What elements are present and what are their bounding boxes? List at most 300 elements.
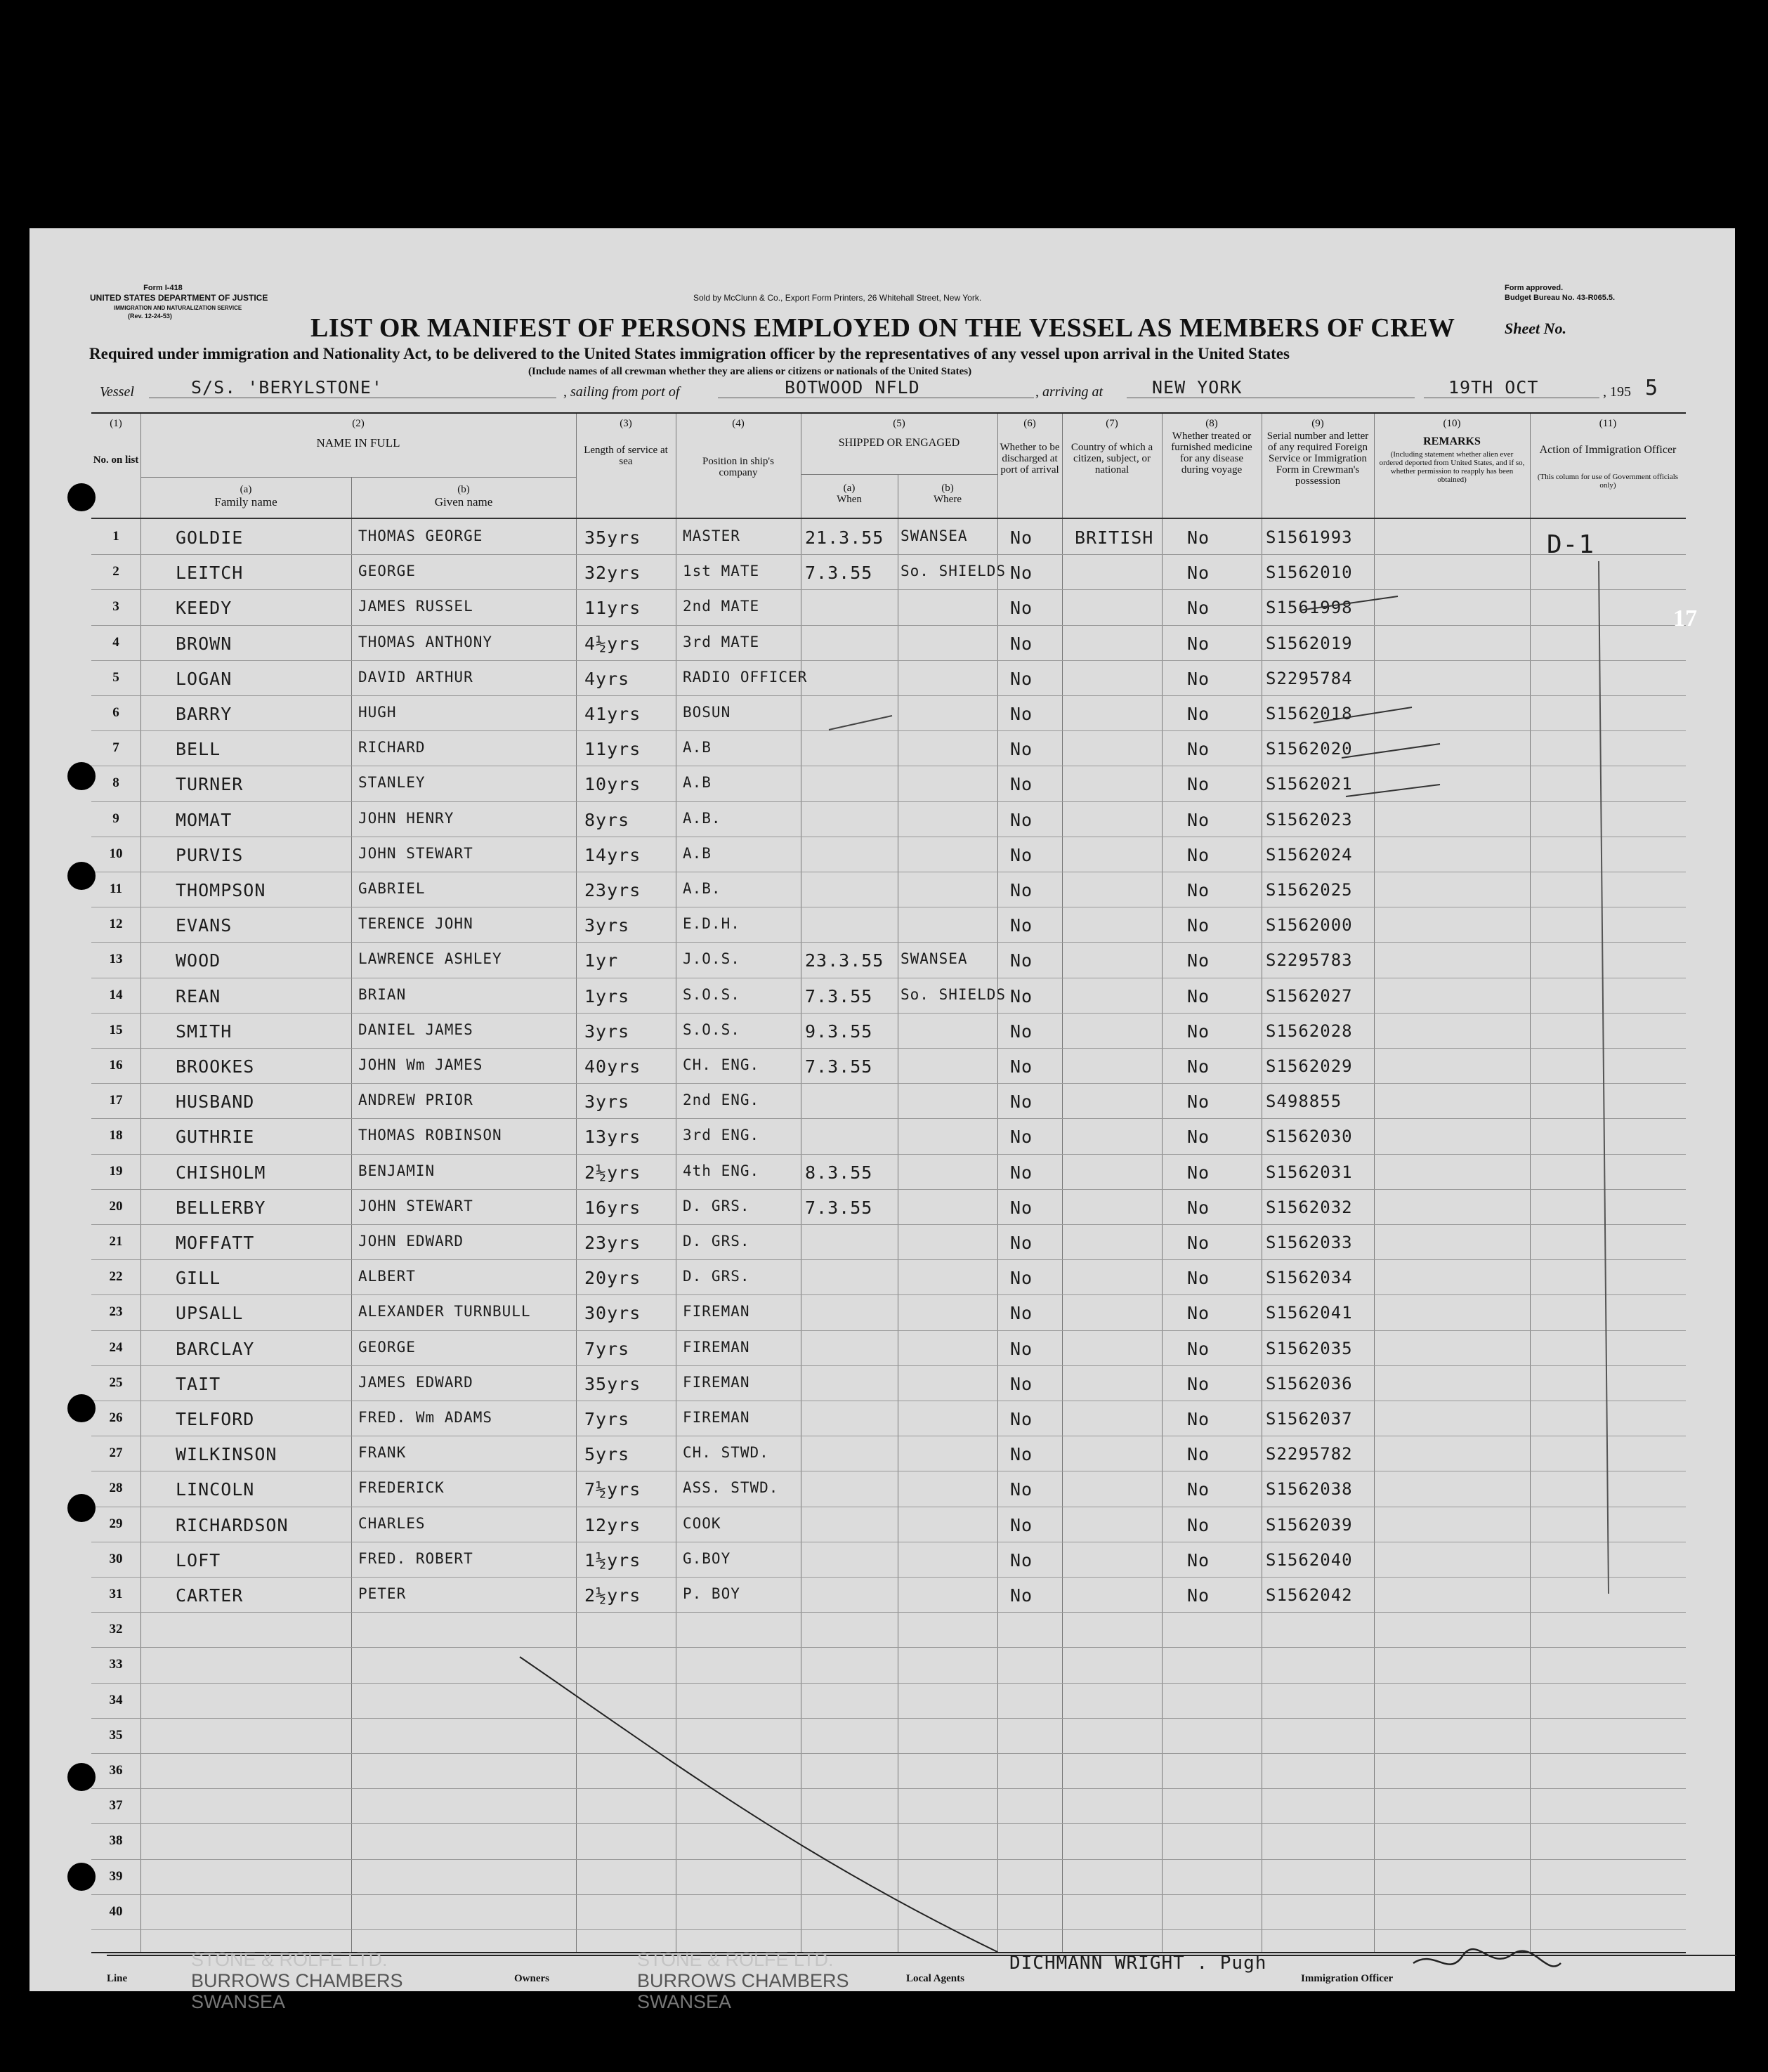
crew-service-length: 35yrs <box>584 527 641 548</box>
crew-family-name: LINCOLN <box>176 1479 255 1500</box>
crew-service-length: 1½yrs <box>584 1549 641 1571</box>
crew-serial: S1562033 <box>1266 1233 1353 1252</box>
crew-discharge: No <box>1010 1444 1033 1465</box>
row-number: 37 <box>109 1798 123 1814</box>
crew-serial: S1562038 <box>1266 1479 1353 1500</box>
crew-family-name: WOOD <box>176 950 221 971</box>
crew-treated: No <box>1187 880 1210 900</box>
col-3-number: (3) <box>620 418 632 429</box>
crew-serial: S2295783 <box>1266 950 1353 971</box>
crew-service-length: 7yrs <box>584 1338 630 1359</box>
crew-position: 3rd MATE <box>683 633 760 650</box>
crew-service-length: 4½yrs <box>584 633 641 654</box>
crew-given-name: JOHN Wm JAMES <box>358 1056 483 1073</box>
form-note: (Include names of all crewman whether they are aliens or citizens or nationals of the United States) <box>528 366 972 377</box>
row-number: 26 <box>109 1410 123 1425</box>
crew-discharge: No <box>1010 739 1033 760</box>
punch-hole <box>67 1494 96 1522</box>
crew-family-name: TURNER <box>176 774 244 795</box>
row-number: 2 <box>112 564 119 579</box>
crew-serial: S1562031 <box>1266 1162 1353 1182</box>
crew-given-name: FREDERICK <box>358 1479 445 1497</box>
crew-given-name: FRANK <box>358 1444 407 1462</box>
crew-serial: S1562030 <box>1266 1127 1353 1147</box>
crew-serial: S1562034 <box>1266 1268 1353 1288</box>
crew-serial: S1562019 <box>1266 633 1353 653</box>
col-5b-number: (b) <box>941 483 954 494</box>
owners-stamp-company: STONE & ROLFE LTD. <box>637 1949 834 1970</box>
crew-service-length: 8yrs <box>584 809 630 830</box>
crew-position: D. GRS. <box>683 1268 750 1285</box>
crew-service-length: 14yrs <box>584 844 641 865</box>
crew-given-name: ALBERT <box>358 1268 416 1285</box>
row-number: 28 <box>109 1481 123 1496</box>
row-number: 40 <box>109 1903 123 1919</box>
crew-service-length: 10yrs <box>584 774 641 795</box>
col-5a-number: (a) <box>843 483 856 494</box>
crew-position: A.B <box>683 774 712 792</box>
crew-service-length: 4yrs <box>584 668 630 689</box>
col-2a-label: Family name <box>214 495 277 509</box>
crew-shipped-where: SWANSEA <box>901 950 968 968</box>
year-suffix: 5 <box>1645 376 1659 400</box>
col-5-number: (5) <box>893 418 905 429</box>
row-number: 19 <box>109 1163 123 1179</box>
crew-position: ASS. STWD. <box>683 1479 779 1497</box>
crew-service-length: 23yrs <box>584 1233 641 1253</box>
crew-shipped-when: 8.3.55 <box>805 1162 873 1183</box>
crew-family-name: THOMPSON <box>176 880 266 900</box>
col-5-label: SHIPPED OR ENGAGED <box>838 437 960 449</box>
punch-hole <box>67 1763 96 1791</box>
row-number: 10 <box>109 846 123 861</box>
crew-discharge: No <box>1010 563 1033 584</box>
row-number: 11 <box>110 881 122 896</box>
owners-stamp-address: BURROWS CHAMBERS <box>637 1970 849 1991</box>
crew-given-name: FRED. ROBERT <box>358 1549 473 1567</box>
punch-hole <box>67 1863 96 1891</box>
punch-hole <box>67 862 96 890</box>
row-number: 5 <box>112 669 119 685</box>
crew-treated: No <box>1187 704 1210 724</box>
crew-family-name: REAN <box>176 985 221 1007</box>
crew-given-name: JOHN STEWART <box>358 1197 473 1214</box>
sailing-label: , sailing from port of <box>563 384 680 400</box>
crew-given-name: PETER <box>358 1585 407 1602</box>
crew-family-name: LEITCH <box>176 563 244 584</box>
crew-family-name: BELLERBY <box>176 1197 266 1218</box>
crew-treated: No <box>1187 633 1210 654</box>
margin-count: 17 <box>1673 605 1697 631</box>
crew-service-length: 41yrs <box>584 704 641 724</box>
arriving-label: , arriving at <box>1035 384 1104 400</box>
agents-label: Local Agents <box>906 1973 964 1984</box>
crew-given-name: JAMES RUSSEL <box>358 598 473 615</box>
col-2-number: (2) <box>352 418 365 429</box>
crew-treated: No <box>1187 844 1210 865</box>
crew-service-length: 12yrs <box>584 1514 641 1535</box>
crew-position: RADIO OFFICER <box>683 668 808 686</box>
crew-discharge: No <box>1010 1303 1033 1324</box>
crew-discharge: No <box>1010 1091 1033 1113</box>
crew-serial: S2295784 <box>1266 668 1353 688</box>
col-8-number: (8) <box>1205 418 1218 429</box>
crew-treated: No <box>1187 1091 1210 1113</box>
crew-family-name: BELL <box>176 739 221 760</box>
crew-discharge: No <box>1010 1373 1033 1394</box>
punch-hole <box>67 1394 96 1422</box>
crew-shipped-when: 9.3.55 <box>805 1021 873 1042</box>
crew-discharge: No <box>1010 950 1033 971</box>
crew-treated: No <box>1187 1409 1210 1429</box>
crew-treated: No <box>1187 1338 1210 1359</box>
form-title: LIST OR MANIFEST OF PERSONS EMPLOYED ON THE VESSEL AS MEMBERS OF CREW <box>310 313 1455 343</box>
crew-shipped-when: 7.3.55 <box>805 985 873 1007</box>
crew-discharge: No <box>1010 774 1033 795</box>
crew-given-name: JOHN HENRY <box>358 809 454 827</box>
crew-serial: S1562035 <box>1266 1338 1353 1358</box>
crew-treated: No <box>1187 1268 1210 1289</box>
crew-given-name: DANIEL JAMES <box>358 1021 473 1038</box>
crew-family-name: LOGAN <box>176 668 233 689</box>
crew-family-name: KEEDY <box>176 598 233 619</box>
crew-treated: No <box>1187 1479 1210 1500</box>
crew-treated: No <box>1187 1514 1210 1535</box>
crew-position: E.D.H. <box>683 915 740 933</box>
col-4-label: Position in ship's company <box>702 456 774 478</box>
crew-given-name: BRIAN <box>358 985 407 1003</box>
crew-given-name: RICHARD <box>358 739 426 756</box>
crew-shipped-where: So. SHIELDS <box>901 985 1007 1003</box>
crew-family-name: GOLDIE <box>176 527 244 548</box>
row-number: 6 <box>112 705 119 720</box>
crew-position: 4th ENG. <box>683 1162 760 1179</box>
form-subtitle: Required under immigration and Nationality Act, to be delivered to the United States immigration officer by the representatives of any vessel upon arrival in the United States <box>89 345 1290 362</box>
crew-given-name: GABRIEL <box>358 880 426 897</box>
crew-position: J.O.S. <box>683 950 740 968</box>
crew-serial: S1562029 <box>1266 1056 1353 1076</box>
crew-serial: S1562023 <box>1266 809 1353 830</box>
crew-family-name: TAIT <box>176 1373 221 1394</box>
col-2b-number: (b) <box>457 484 470 495</box>
row-number: 14 <box>109 987 123 1002</box>
crew-position: COOK <box>683 1514 721 1532</box>
crew-position: MASTER <box>683 527 740 544</box>
crew-family-name: BROOKES <box>176 1056 255 1077</box>
crew-table <box>91 412 1686 1953</box>
crew-given-name: THOMAS ROBINSON <box>358 1127 502 1144</box>
crew-discharge: No <box>1010 598 1033 619</box>
crew-family-name: LOFT <box>176 1549 221 1571</box>
crew-given-name: FRED. Wm ADAMS <box>358 1409 493 1426</box>
crew-treated: No <box>1187 1444 1210 1465</box>
crew-service-length: 20yrs <box>584 1268 641 1289</box>
col-5b-label: Where <box>934 494 962 505</box>
line-stamp-address: BURROWS CHAMBERS <box>191 1970 403 1991</box>
crew-service-length: 32yrs <box>584 563 641 584</box>
col-1-number: (1) <box>110 418 122 429</box>
row-number: 20 <box>109 1198 123 1214</box>
crew-position: 1st MATE <box>683 563 760 580</box>
year-prefix: , 195 <box>1603 384 1631 400</box>
col-3-label: Length of service at sea <box>584 445 668 467</box>
row-number: 27 <box>109 1445 123 1461</box>
crew-discharge: No <box>1010 915 1033 936</box>
crew-discharge: No <box>1010 1514 1033 1535</box>
crew-discharge: No <box>1010 1409 1033 1429</box>
row-number: 30 <box>109 1551 123 1566</box>
crew-family-name: PURVIS <box>176 844 244 865</box>
crew-position: CH. ENG. <box>683 1056 760 1073</box>
crew-position: 2nd MATE <box>683 598 760 615</box>
owners-stamp <box>637 1949 849 2012</box>
row-number: 4 <box>112 634 119 650</box>
crew-position: S.O.S. <box>683 1021 740 1038</box>
service: IMMIGRATION AND NATURALIZATION SERVICE <box>114 305 242 311</box>
row-number: 18 <box>109 1128 123 1143</box>
col-7-label: Country of which a citizen, subject, or national <box>1070 442 1153 476</box>
crew-serial: S1562028 <box>1266 1021 1353 1041</box>
crew-serial: S1562010 <box>1266 563 1353 583</box>
row-number: 39 <box>109 1868 123 1884</box>
crew-service-length: 16yrs <box>584 1197 641 1218</box>
row-number: 21 <box>109 1234 123 1249</box>
crew-shipped-when: 23.3.55 <box>805 950 884 971</box>
line-stamp-city: SWANSEA <box>191 1991 286 2012</box>
col-2b-label: Given name <box>434 495 493 509</box>
crew-family-name: TELFORD <box>176 1409 255 1429</box>
crew-family-name: CHISHOLM <box>176 1162 266 1183</box>
crew-serial: S1562021 <box>1266 774 1353 794</box>
crew-position: 2nd ENG. <box>683 1091 760 1109</box>
crew-treated: No <box>1187 1373 1210 1394</box>
crew-given-name: GEORGE <box>358 1338 416 1356</box>
vessel-label: Vessel <box>100 384 134 400</box>
row-number: 35 <box>109 1727 123 1743</box>
row-number: 38 <box>109 1833 123 1849</box>
crew-treated: No <box>1187 1585 1210 1606</box>
department: UNITED STATES DEPARTMENT OF JUSTICE <box>90 293 268 303</box>
crew-position: A.B. <box>683 880 721 897</box>
crew-treated: No <box>1187 1197 1210 1218</box>
manifest-sheet <box>30 228 1735 2012</box>
row-number: 33 <box>109 1657 123 1672</box>
crew-discharge: No <box>1010 809 1033 830</box>
crew-position: S.O.S. <box>683 985 740 1003</box>
crew-serial: S1562037 <box>1266 1409 1353 1429</box>
crew-discharge: No <box>1010 633 1033 654</box>
crew-given-name: LAWRENCE ASHLEY <box>358 950 502 968</box>
col-9-label: Serial number and letter of any required Foreign Service or Immigration Form in Crewman's possession <box>1266 431 1369 487</box>
crew-service-length: 5yrs <box>584 1444 630 1465</box>
crew-serial: S498855 <box>1266 1091 1342 1112</box>
crew-shipped-when: 7.3.55 <box>805 563 873 584</box>
form-approval: Form approved. <box>1505 284 1564 292</box>
crew-treated: No <box>1187 985 1210 1007</box>
crew-given-name: JOHN EDWARD <box>358 1233 464 1250</box>
crew-serial: S1562025 <box>1266 880 1353 900</box>
crew-family-name: MOFFATT <box>176 1233 255 1253</box>
crew-treated: No <box>1187 1162 1210 1183</box>
row-number: 13 <box>109 952 123 967</box>
crew-position: FIREMAN <box>683 1373 750 1391</box>
crew-serial: S1562036 <box>1266 1373 1353 1394</box>
crew-given-name: TERENCE JOHN <box>358 915 473 933</box>
line-label: Line <box>107 1973 128 1984</box>
port-to: NEW YORK <box>1152 377 1243 398</box>
crew-discharge: No <box>1010 1549 1033 1571</box>
crew-family-name: GUTHRIE <box>176 1127 255 1148</box>
crew-family-name: EVANS <box>176 915 233 936</box>
crew-treated: No <box>1187 598 1210 619</box>
col-10-number: (10) <box>1443 418 1461 429</box>
crew-family-name: MOMAT <box>176 809 233 830</box>
row-number: 29 <box>109 1516 123 1531</box>
crew-treated: No <box>1187 668 1210 689</box>
crew-family-name: BARRY <box>176 704 233 724</box>
crew-service-length: 3yrs <box>584 915 630 936</box>
crew-discharge: No <box>1010 1233 1033 1253</box>
col-6-number: (6) <box>1023 418 1036 429</box>
crew-position: A.B <box>683 844 712 862</box>
crew-discharge: No <box>1010 1268 1033 1289</box>
row-number: 25 <box>109 1375 123 1390</box>
budget-bureau: Budget Bureau No. 43-R065.5. <box>1505 294 1616 302</box>
agents-value: DICHMANN WRIGHT . Pugh <box>1009 1953 1267 1974</box>
crew-discharge: No <box>1010 844 1033 865</box>
crew-given-name: THOMAS GEORGE <box>358 527 483 544</box>
col-6-label: Whether to be discharged at port of arrival <box>1000 442 1060 476</box>
crew-position: FIREMAN <box>683 1409 750 1426</box>
crew-serial: S2295782 <box>1266 1444 1353 1464</box>
crew-discharge: No <box>1010 985 1033 1007</box>
crew-family-name: SMITH <box>176 1021 233 1042</box>
crew-discharge: No <box>1010 1056 1033 1077</box>
row-number: 31 <box>109 1587 123 1601</box>
crew-given-name: BENJAMIN <box>358 1162 436 1179</box>
row-number: 7 <box>112 740 119 756</box>
port-from: BOTWOOD NFLD <box>785 377 920 398</box>
sheet-label: Sheet No. <box>1505 320 1566 337</box>
crew-position: A.B. <box>683 809 721 827</box>
line-stamp <box>191 1949 403 2012</box>
crew-family-name: BARCLAY <box>176 1338 255 1359</box>
col-9-number: (9) <box>1311 418 1324 429</box>
crew-given-name: JAMES EDWARD <box>358 1373 473 1391</box>
crew-shipped-where: So. SHIELDS <box>901 563 1007 580</box>
crew-given-name: CHARLES <box>358 1514 426 1532</box>
punch-hole <box>67 483 96 511</box>
col-2a-number: (a) <box>240 484 252 495</box>
row-number: 3 <box>112 599 119 615</box>
vessel-name: S/S. 'BERYLSTONE' <box>191 377 383 398</box>
row-number: 17 <box>109 1093 123 1108</box>
crew-discharge: No <box>1010 668 1033 689</box>
crew-family-name: HUSBAND <box>176 1091 255 1113</box>
col-11-note: (This column for use of Government officials only) <box>1537 473 1679 490</box>
crew-discharge: No <box>1010 880 1033 900</box>
crew-serial: S1561993 <box>1266 527 1353 547</box>
crew-treated: No <box>1187 950 1210 971</box>
crew-position: BOSUN <box>683 704 731 721</box>
crew-given-name: HUGH <box>358 704 397 721</box>
crew-given-name: THOMAS ANTHONY <box>358 633 493 650</box>
owners-stamp-city: SWANSEA <box>637 1991 732 2012</box>
crew-serial: S1562020 <box>1266 739 1353 759</box>
crew-given-name: STANLEY <box>358 774 426 792</box>
crew-serial: S1562039 <box>1266 1514 1353 1535</box>
col-11-label: Action of Immigration Officer <box>1539 444 1677 456</box>
crew-treated: No <box>1187 1303 1210 1324</box>
col-8-label: Whether treated or furnished medicine for any disease during voyage <box>1171 431 1252 476</box>
handwritten-strokes <box>91 414 1686 1952</box>
crew-given-name: DAVID ARTHUR <box>358 668 473 686</box>
crew-service-length: 2½yrs <box>584 1585 641 1606</box>
col-2-label: NAME IN FULL <box>316 436 400 450</box>
crew-discharge: No <box>1010 1197 1033 1218</box>
col-10-label: REMARKS <box>1423 435 1481 447</box>
crew-given-name: JOHN STEWART <box>358 844 473 862</box>
crew-position: P. BOY <box>683 1585 740 1602</box>
row-number: 9 <box>112 811 119 826</box>
crew-treated: No <box>1187 527 1210 548</box>
col-1-label: No. on list <box>93 454 139 466</box>
row-number: 22 <box>109 1269 123 1285</box>
row-number: 23 <box>109 1304 123 1320</box>
crew-family-name: GILL <box>176 1268 221 1289</box>
crew-position: A.B <box>683 739 712 756</box>
crew-serial: S1562018 <box>1266 704 1353 723</box>
crew-discharge: No <box>1010 704 1033 724</box>
officer-label: Immigration Officer <box>1301 1973 1394 1984</box>
crew-treated: No <box>1187 1127 1210 1148</box>
col-7-number: (7) <box>1106 418 1118 429</box>
crew-discharge: No <box>1010 1162 1033 1183</box>
row-number: 15 <box>109 1022 123 1037</box>
punch-hole <box>67 762 96 790</box>
col-5a-label: When <box>837 494 862 505</box>
crew-family-name: WILKINSON <box>176 1444 277 1465</box>
crew-position: D. GRS. <box>683 1197 750 1214</box>
crew-shipped-when: 7.3.55 <box>805 1197 873 1218</box>
crew-family-name: BROWN <box>176 633 233 654</box>
crew-service-length: 7½yrs <box>584 1479 641 1500</box>
crew-position: D. GRS. <box>683 1233 750 1250</box>
crew-service-length: 35yrs <box>584 1373 641 1394</box>
crew-treated: No <box>1187 1233 1210 1253</box>
crew-family-name: UPSALL <box>176 1303 244 1324</box>
row-number: 8 <box>112 775 119 791</box>
crew-treated: No <box>1187 1056 1210 1077</box>
col-4-number: (4) <box>732 418 745 429</box>
crew-treated: No <box>1187 809 1210 830</box>
crew-service-length: 3yrs <box>584 1091 630 1113</box>
crew-discharge: No <box>1010 1479 1033 1500</box>
crew-service-length: 40yrs <box>584 1056 641 1077</box>
crew-discharge: No <box>1010 1127 1033 1148</box>
col-11-number: (11) <box>1599 418 1617 429</box>
crew-treated: No <box>1187 563 1210 584</box>
crew-service-length: 23yrs <box>584 880 641 900</box>
crew-discharge: No <box>1010 1021 1033 1042</box>
crew-discharge: No <box>1010 527 1033 548</box>
crew-position: FIREMAN <box>683 1338 750 1356</box>
crew-serial: S1562041 <box>1266 1303 1353 1323</box>
crew-treated: No <box>1187 1549 1210 1571</box>
crew-serial: S1562027 <box>1266 985 1353 1006</box>
crew-position: G.BOY <box>683 1549 731 1567</box>
crew-position: CH. STWD. <box>683 1444 769 1462</box>
